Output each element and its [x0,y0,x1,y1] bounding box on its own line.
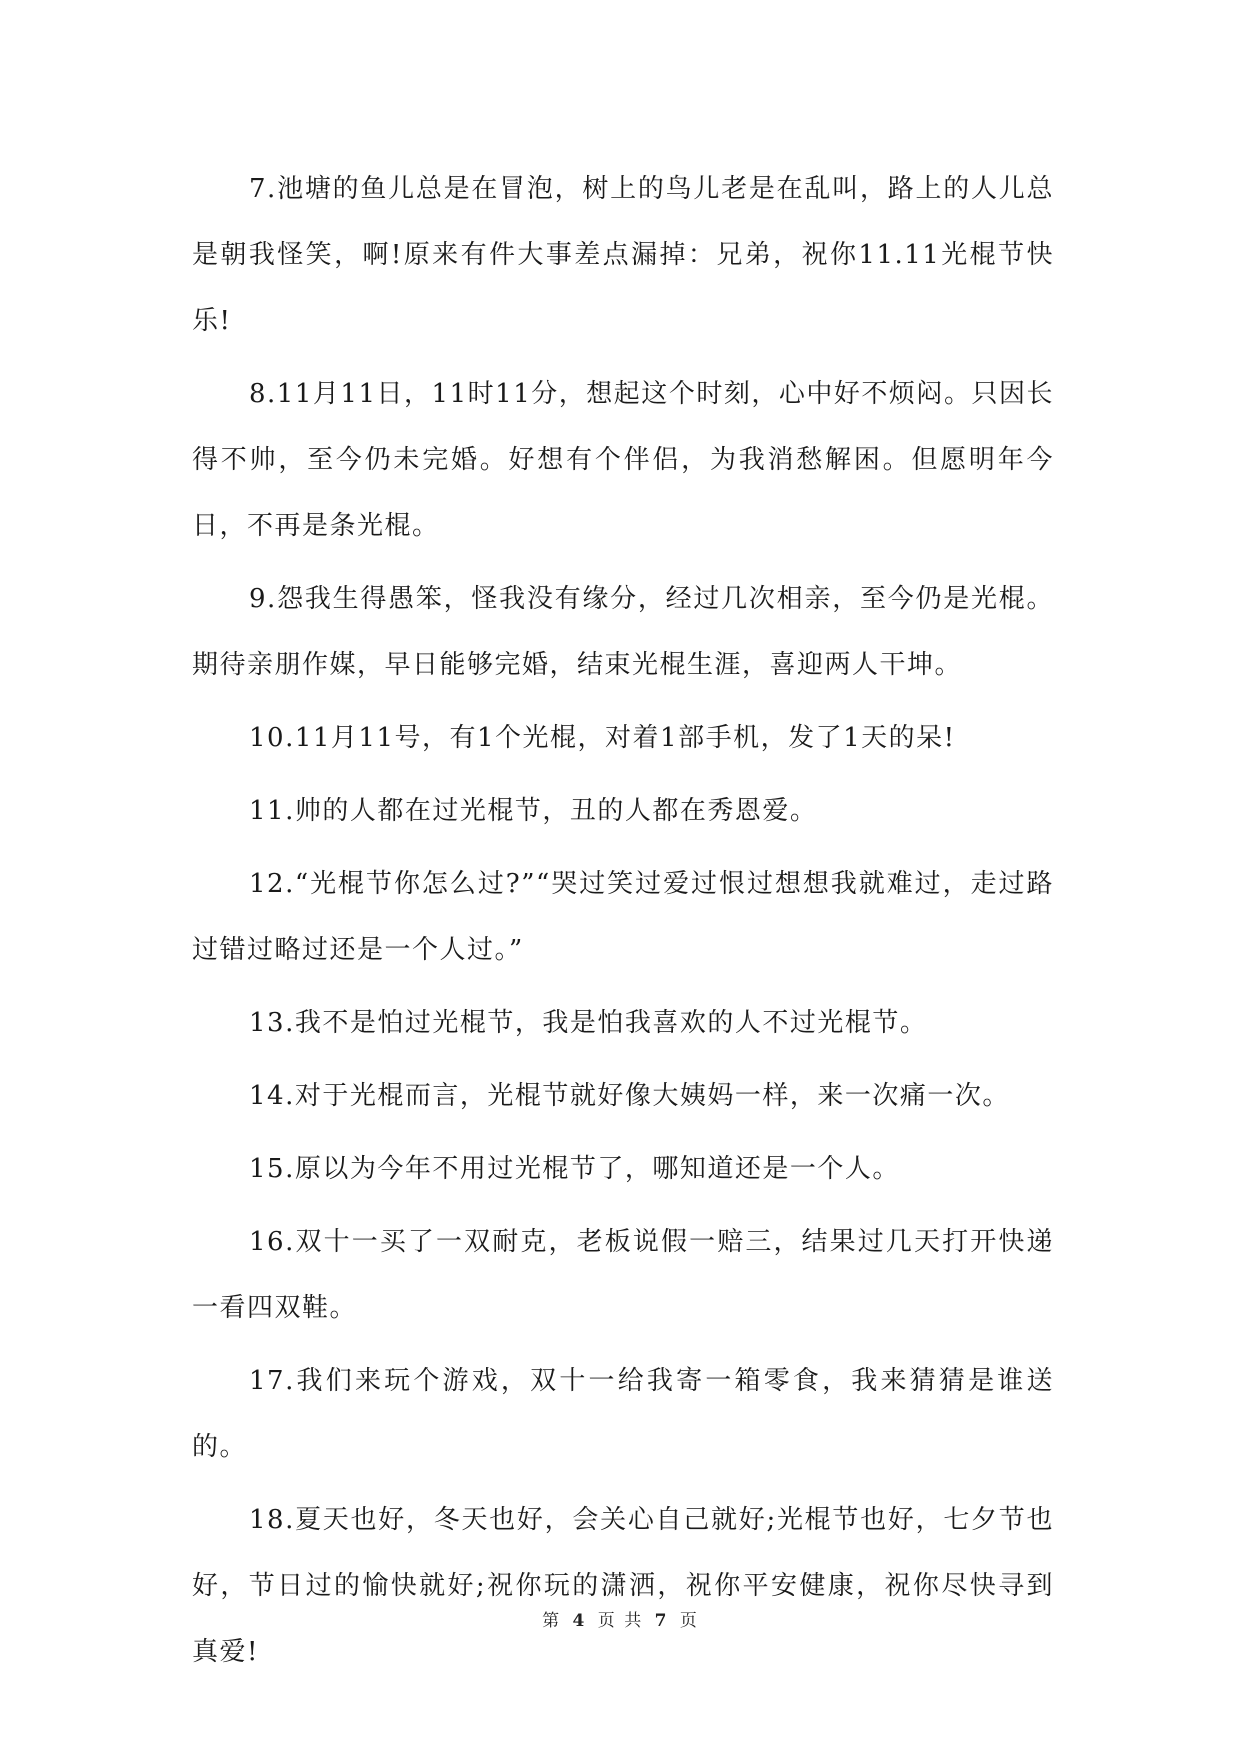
paragraph-17: 17.我们来玩个游戏，双十一给我寄一箱零食，我来猜猜是谁送的。 [192,1366,1054,1462]
current-page-number: 4 [572,1611,587,1631]
paragraph-7: 7.池塘的鱼儿总是在冒泡，树上的鸟儿老是在乱叫，路上的人儿总是朝我怪笑，啊!原来有件大事差点漏掉：兄弟，祝你11.11光棍节快乐! [192,174,1054,336]
footer-prefix: 第 [542,1611,562,1631]
paragraph-18: 18.夏天也好，冬天也好，会关心自己就好;光棍节也好，七夕节也好，节日过的愉快就好;祝你玩的潇洒，祝你平安健康，祝你尽快寻到真爱! [192,1505,1054,1667]
paragraph-15: 15.原以为今年不用过光棍节了，哪知道还是一个人。 [249,1154,900,1184]
paragraph-13: 13.我不是怕过光棍节，我是怕我喜欢的人不过光棍节。 [249,1008,928,1038]
paragraph-16: 16.双十一买了一双耐克，老板说假一赔三，结果过几天打开快递一看四双鞋。 [192,1227,1054,1323]
paragraph-9: 9.怨我生得愚笨，怪我没有缘分，经过几次相亲，至今仍是光棍。期待亲朋作媒，早日能够完婚，结束光棍生涯，喜迎两人干坤。 [192,584,1054,680]
paragraph-12: 12.“光棍节你怎么过?”“哭过笑过爱过恨过想想我就难过，走过路过错过略过还是一个人过。” [192,869,1054,965]
paragraph-8: 8.11月11日，11时11分，想起这个时刻，心中好不烦闷。只因长得不帅，至今仍未完婚。好想有个伴侣，为我消愁解困。但愿明年今日，不再是条光棍。 [192,379,1054,541]
footer-suffix: 页 [679,1611,699,1631]
paragraph-11: 11.帅的人都在过光棍节，丑的人都在秀恩爱。 [249,796,818,826]
document-body [192,156,1054,1692]
page-footer [0,1606,1241,1631]
paragraph-14: 14.对于光棍而言，光棍节就好像大姨妈一样，来一次痛一次。 [249,1081,1010,1111]
footer-middle: 页 共 [597,1611,644,1631]
paragraph-10: 10.11月11号，有1个光棍，对着1部手机，发了1天的呆! [249,723,956,753]
total-pages-number: 7 [654,1611,669,1631]
